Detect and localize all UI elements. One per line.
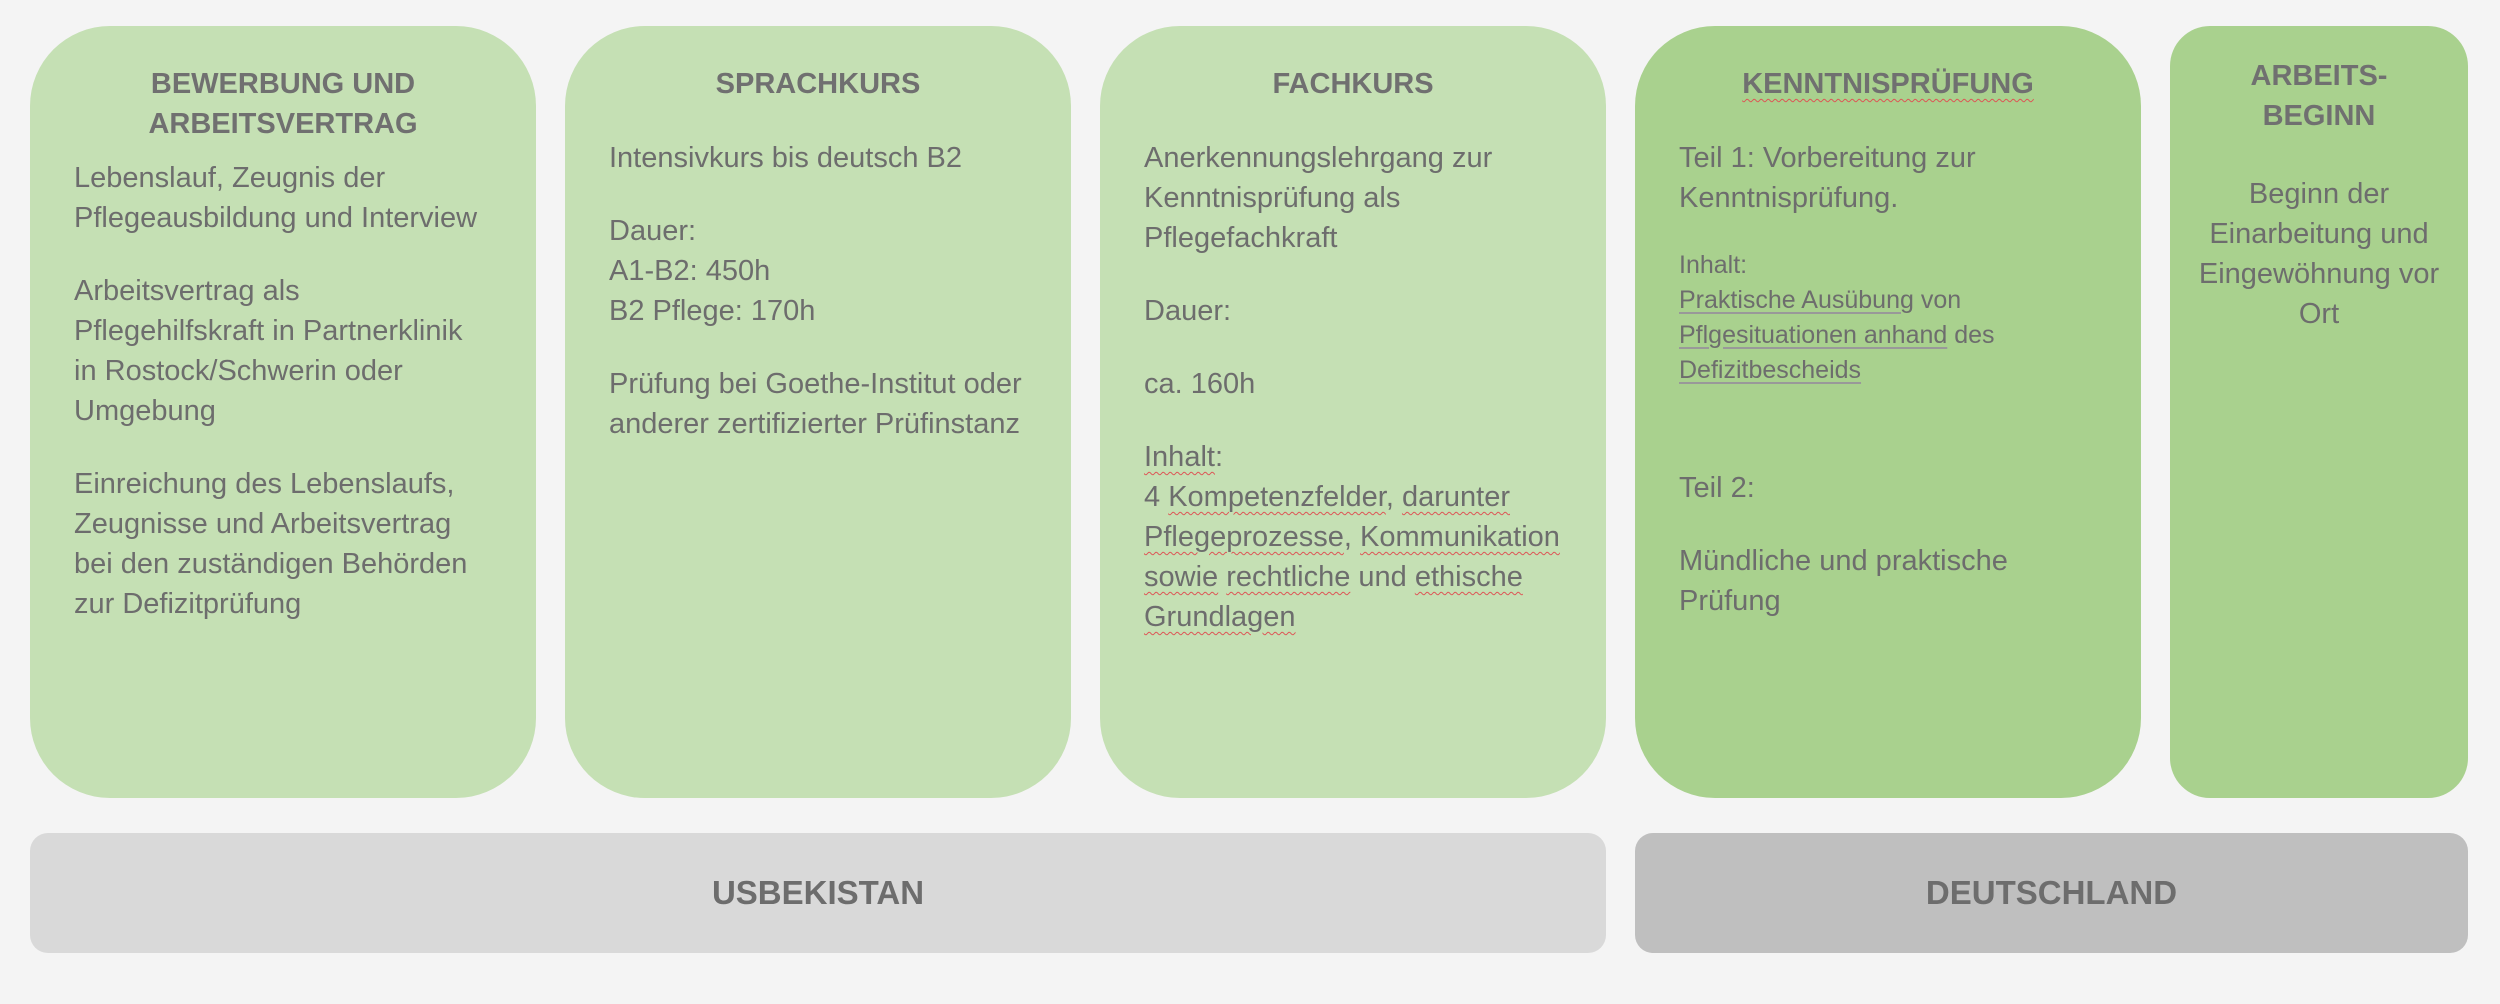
step-text: Prüfung bei Goethe-Institut oder anderer zertifizierter Prüfinstanz — [609, 368, 1022, 440]
step-card-fachkurs — [1100, 26, 1606, 798]
step-title: SPRACHKURS — [715, 68, 921, 100]
duration-value: A1-B2: 450h — [609, 255, 771, 287]
region-label: DEUTSCHLAND — [1925, 874, 2178, 911]
step-title — [2170, 26, 2468, 136]
step-text: Intensivkurs bis deutsch B2 — [609, 142, 963, 174]
region-label: USBEKISTAN — [711, 874, 925, 911]
step-title — [30, 26, 536, 144]
step-card-bewerbung — [30, 26, 536, 798]
step-text: Einreichung des Lebenslaufs, Zeugnisse und Arbeitsvertrag bei den zuständigen Behörden zur Defizitprüfung — [74, 468, 468, 620]
step-title: FACHKURS — [1272, 68, 1434, 100]
step-title-line1: ARBEITS- — [2250, 60, 2388, 92]
duration-value: B2 Pflege: 170h — [609, 295, 816, 327]
step-text: Anerkennungslehrgang zur Kenntnisprüfung als Pflegefachkraft — [1144, 142, 1493, 254]
duration-label: Dauer: — [609, 215, 697, 247]
step-text: Lebenslauf, Zeugnis der Pflegeausbildung und Interview — [74, 162, 478, 234]
duration-value: ca. 160h — [1144, 368, 1256, 400]
step-text: Mündliche und praktische Prüfung — [1679, 545, 2008, 617]
content-label: Inhalt: — [1144, 441, 1224, 473]
content-text: 4 Kompetenzfelder, darunter Pflegeprozesse, Kommunikation sowie rechtliche und ethische Grundlagen — [1144, 481, 1560, 633]
step-title-line2: ARBEITSVERTRAG — [148, 108, 418, 140]
region-deutschland — [1635, 833, 2468, 953]
content-text: Praktische Ausübung von Pflgesituationen anhand des Defizitbescheids — [1679, 286, 1995, 384]
region-usbekistan — [30, 833, 1606, 953]
step-card-sprachkurs — [565, 26, 1071, 798]
step-text: Beginn der Einarbeitung und Eingewöhnung vor Ort — [2198, 178, 2440, 330]
content-label: Inhalt: — [1679, 251, 1748, 279]
duration-label: Dauer: — [1144, 295, 1232, 327]
step-text: Arbeitsvertrag als Pflegehilfskraft in Partnerklinik in Rostock/Schwerin oder Umgebung — [74, 275, 463, 427]
step-card-arbeitsbeginn — [2170, 26, 2468, 798]
step-title: KENNTNISPRÜFUNG — [1742, 68, 2034, 100]
step-card-kenntnispruefung — [1635, 26, 2141, 798]
step-text: Teil 2: — [1679, 472, 1755, 504]
step-title-line1: BEWERBUNG UND — [150, 68, 416, 100]
step-text: Teil 1: Vorbereitung zur Kenntnisprüfung. — [1679, 142, 1976, 214]
step-title-line2: BEGINN — [2262, 100, 2376, 132]
